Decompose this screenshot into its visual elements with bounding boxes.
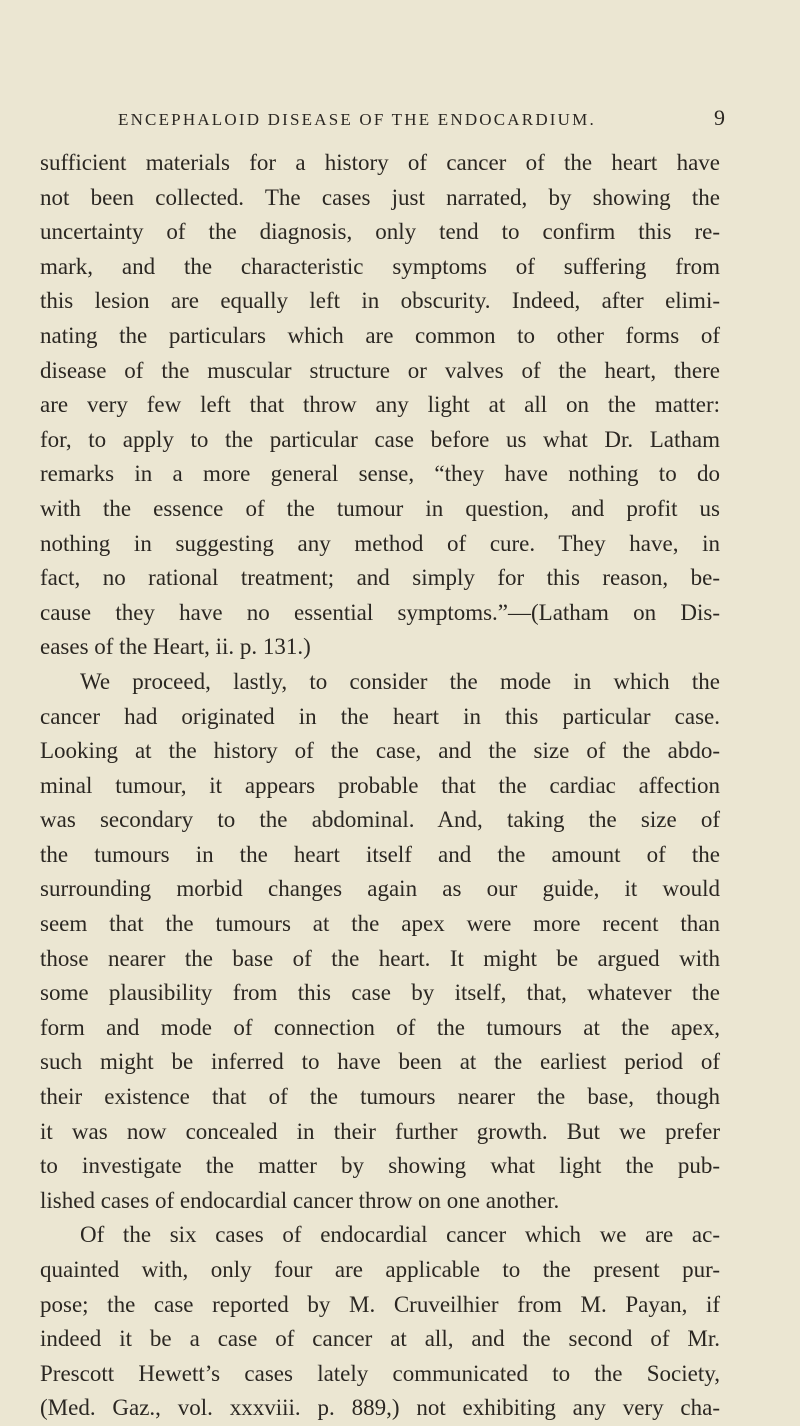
text-line: quainted with, only four are applicable to the present pur- (40, 1257, 720, 1282)
text-line: some plausibility from this case by itself, that, whatever the (40, 980, 720, 1006)
body-text (40, 146, 720, 1426)
text-line: to investigate the matter by showing what light the pub- (40, 1153, 720, 1179)
text-line: Looking at the history of the case, and the size of the abdo- (40, 738, 720, 764)
text-line: such might be inferred to have been at the earliest period of (40, 1049, 720, 1075)
text-line: with the essence of the tumour in question, and profit us (40, 495, 720, 521)
text-line: disease of the muscular structure or valves of the heart, there (40, 357, 720, 383)
text-line: for, to apply to the particular case before us what Dr. Latham (40, 426, 720, 452)
text-line: nating the particulars which are common to other forms of (40, 322, 720, 348)
text-line: minal tumour, it appears probable that the cardiac affection (40, 772, 720, 798)
text-line: Prescott Hewett’s cases lately communicated to the Society, (40, 1360, 720, 1386)
text-line: sufficient materials for a history of cancer of the heart have (40, 150, 720, 175)
text-line: uncertainty of the diagnosis, only tend to confirm this re- (40, 219, 720, 245)
text-line: seem that the tumours at the apex were more recent than (40, 911, 720, 937)
text-line: those nearer the base of the heart. It might be argued with (40, 945, 720, 971)
text-line: fact, no rational treatment; and simply for this reason, be- (40, 565, 720, 591)
running-head: ENCEPHALOID DISEASE OF THE ENDOCARDIUM. (118, 110, 596, 129)
text-line: was secondary to the abdominal. And, taking the size of (40, 807, 720, 833)
text-line: cause they have no essential symptoms.”—(Latham on Dis- (40, 599, 720, 625)
text-line: it was now concealed in their further growth. But we prefer (40, 1118, 720, 1144)
text-line: the tumours in the heart itself and the amount of the (40, 841, 720, 867)
text-line: surrounding morbid changes again as our guide, it would (40, 876, 720, 902)
text-line: this lesion are equally left in obscurity. Indeed, after elimi- (40, 288, 720, 314)
text-line: not been collected. The cases just narrated, by showing the (40, 184, 720, 210)
text-line: (Med. Gaz., vol. xxxviii. p. 889,) not exhibiting any very cha- (40, 1395, 720, 1421)
text-line: indeed it be a case of cancer at all, and the second of Mr. (40, 1326, 720, 1352)
text-line: cancer had originated in the heart in this particular case. (40, 703, 720, 729)
paragraph-start: We proceed, lastly, to consider the mode in which the (80, 668, 720, 694)
text-line: form and mode of connection of the tumours at the apex, (40, 1014, 720, 1040)
text-line: remarks in a more general sense, “they have nothing to do (40, 461, 720, 487)
text-line: eases of the Heart, ii. p. 131.) (40, 634, 311, 660)
text-line: their existence that of the tumours nearer the base, though (40, 1084, 720, 1110)
paragraph-start: Of the six cases of endocardial cancer which we are ac- (80, 1222, 720, 1248)
text-line: nothing in suggesting any method of cure. They have, in (40, 530, 720, 556)
text-line: are very few left that throw any light at all on the matter: (40, 392, 720, 418)
text-line: mark, and the characteristic symptoms of suffering from (40, 253, 720, 279)
text-line: lished cases of endocardial cancer throw on one another. (40, 1187, 560, 1213)
page-number: 9 (714, 105, 725, 130)
text-line: pose; the case reported by M. Cruveilhier from M. Payan, if (40, 1291, 720, 1317)
